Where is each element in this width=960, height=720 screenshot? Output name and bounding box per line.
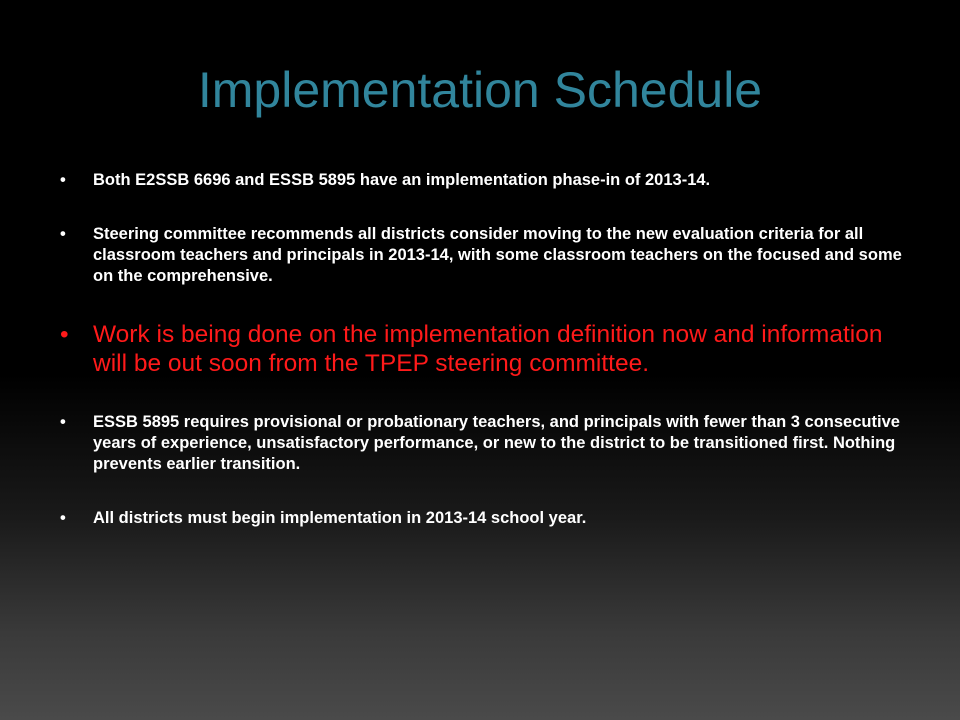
slide-title: Implementation Schedule xyxy=(197,62,763,118)
bullet-item xyxy=(60,224,910,287)
bullet-text: Work is being done on the implementation definition now and information will be out soon from the TPEP steering committee. xyxy=(93,321,883,377)
bullet-text: Both E2SSB 6696 and ESSB 5895 have an implementation phase-in of 2013-14. xyxy=(93,171,711,189)
bullet-dot-icon: • xyxy=(60,413,66,431)
bullet-item xyxy=(60,508,910,529)
bullet-list xyxy=(60,170,910,529)
bullet-dot-icon: • xyxy=(60,509,66,527)
bullet-item xyxy=(60,170,910,191)
bullet-dot-icon: • xyxy=(60,225,66,243)
bullet-text: All districts must begin implementation in 2013-14 school year. xyxy=(93,509,587,527)
bullet-dot-icon: • xyxy=(60,171,66,189)
bullet-text: ESSB 5895 requires provisional or probationary teachers, and principals with fewer than 3 consecutive years of experience, unsatisfactory performance, or new to the district to be transitioned first. Nothing prevents earlier transition. xyxy=(93,413,900,473)
bullet-dot-icon: • xyxy=(60,321,69,348)
bullet-item xyxy=(60,412,910,475)
bullet-item-highlighted xyxy=(60,320,910,378)
bullet-text: Steering committee recommends all districts consider moving to the new evaluation criteria for all classroom teachers and principals in 2013-14, with some classroom teachers on the focused and some on the comprehensive. xyxy=(93,225,902,285)
